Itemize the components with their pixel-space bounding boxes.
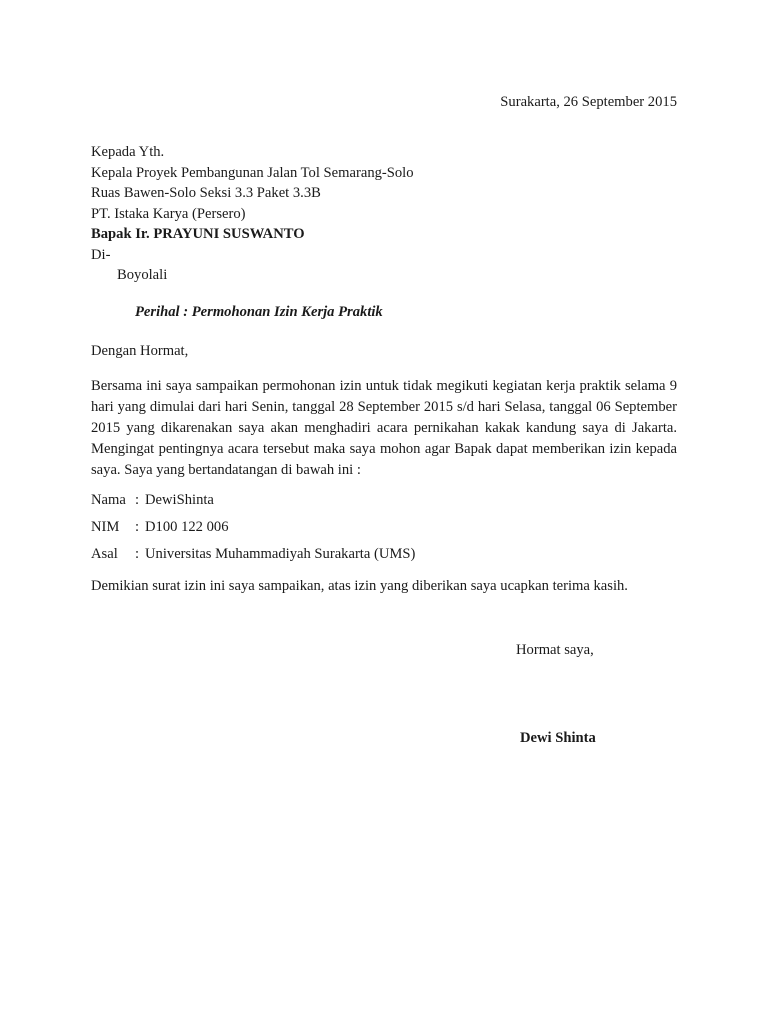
sign-off: Hormat saya, [516,642,594,658]
signer-name: Dewi Shinta [520,730,596,746]
field-separator: : [135,519,140,535]
field-separator: : [135,492,140,508]
field-label: Asal [91,546,118,562]
field-label: Nama [91,492,126,508]
field-nim [91,517,229,537]
recipient-block [91,142,414,286]
field-asal [91,544,415,564]
recipient-line-3: PT. Istaka Karya (Persero) [91,205,246,222]
recipient-salutation: Kepada Yth. [91,144,165,160]
letter-greeting: Dengan Hormat, [91,343,189,359]
field-nama [91,490,214,510]
recipient-city: Boyolali [117,267,168,283]
field-value: DewiShinta [145,492,214,508]
recipient-line-2: Ruas Bawen-Solo Seksi 3.3 Paket 3.3B [91,185,321,201]
letter-body: Bersama ini saya sampaikan permohonan izin untuk tidak megikuti kegiatan kerja praktik selama 9 hari yang dimulai dari hari Senin, tanggal 28 September 2015 s/d hari Selasa, tanggal 06 September 2015 yang dikarenakan saya akan menghadiri acara pernikahan kakak kandung saya di Jakarta. Mengingat pentingnya acara tersebut maka saya mohon agar Bapak dapat memberikan izin kepada saya. Saya yang bertandatangan di bawah ini : [91,378,677,478]
recipient-line-1: Kepala Proyek Pembangunan Jalan Tol Semarang-Solo [91,164,414,181]
letter-closing: Demikian surat izin ini saya sampaikan, atas izin yang diberikan saya ucapkan terima kasih. [91,578,628,594]
recipient-name: Bapak Ir. PRAYUNI SUSWANTO [91,226,305,242]
field-label: NIM [91,519,120,535]
recipient-di: Di- [91,246,111,263]
field-separator: : [135,546,140,562]
field-value: D100 122 006 [145,519,229,535]
letter-date: Surakarta, 26 September 2015 [500,94,677,110]
field-value: Universitas Muhammadiyah Surakarta (UMS) [145,546,416,562]
letter-subject: Perihal : Permohonan Izin Kerja Praktik [135,304,383,320]
